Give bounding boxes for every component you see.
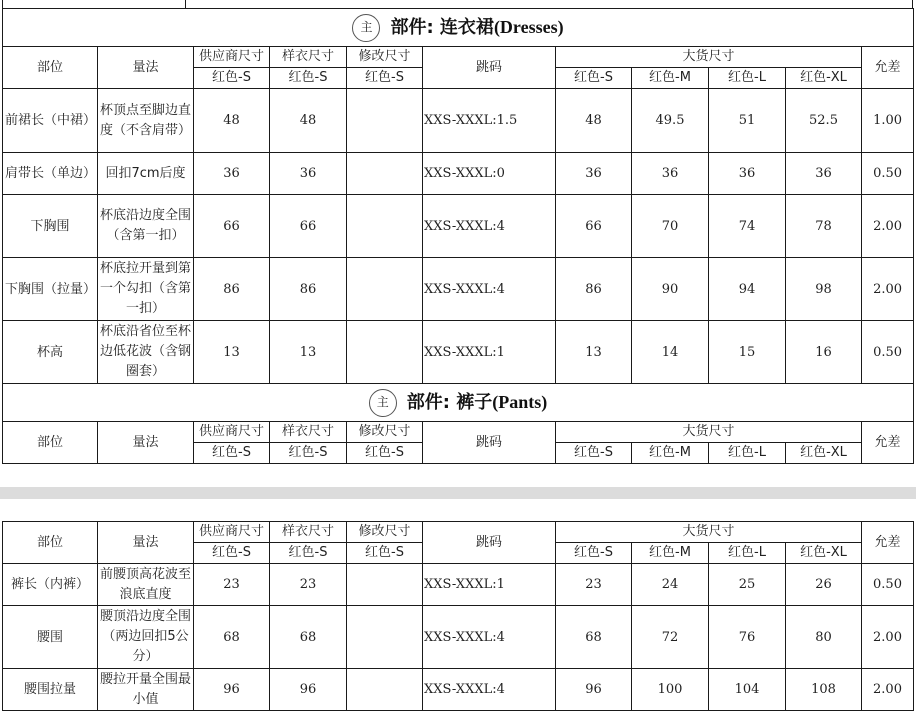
cell-bulk-xl: 108 (786, 669, 862, 711)
header-grading: 跳码 (423, 47, 556, 89)
header-sample-size: 样衣尺寸 (270, 522, 347, 543)
table-row (3, 258, 914, 321)
header-revised-size: 修改尺寸 (347, 47, 423, 68)
cell-method: 腰顶沿边度全围（两边回扣5公分） (98, 606, 194, 669)
subheader-bulk-red-m: 红色-M (632, 543, 709, 564)
header-bulk-size: 大货尺寸 (556, 522, 862, 543)
cell-bulk-l: 15 (709, 321, 786, 384)
cell-method: 前腰顶高花波至浪底直度 (98, 564, 194, 606)
cell-part: 肩带长（单边） (3, 153, 98, 195)
cell-grading: XXS-XXXL:4 (423, 258, 556, 321)
cell-bulk-s: 48 (556, 89, 632, 153)
subheader-bulk-red-l: 红色-L (709, 68, 786, 89)
cell-bulk-m: 90 (632, 258, 709, 321)
cell-tolerance: 2.00 (862, 669, 914, 711)
cell-supplier: 96 (194, 669, 270, 711)
header-tolerance: 允差 (862, 47, 914, 89)
cell-bulk-s: 23 (556, 564, 632, 606)
header-supplier-size: 供应商尺寸 (194, 522, 270, 543)
cell-bulk-s: 86 (556, 258, 632, 321)
header-supplier-size: 供应商尺寸 (194, 47, 270, 68)
cell-grading: XXS-XXXL:0 (423, 153, 556, 195)
subheader-sample-red-s: 红色-S (270, 443, 347, 464)
cell-method: 杯底沿省位至杯边低花波（含钢圈套） (98, 321, 194, 384)
table-row (3, 669, 914, 711)
cell-method: 杯底沿边度全围（含第一扣） (98, 195, 194, 258)
cell-bulk-s: 96 (556, 669, 632, 711)
cell-sample: 86 (270, 258, 347, 321)
page-separator (0, 487, 916, 499)
cell-sample: 23 (270, 564, 347, 606)
cell-bulk-m: 24 (632, 564, 709, 606)
cell-tolerance: 2.00 (862, 258, 914, 321)
cell-revised (347, 258, 423, 321)
cell-part: 裤长（内裤） (3, 564, 98, 606)
subheader-bulk-red-m: 红色-M (632, 443, 709, 464)
table-row (3, 195, 914, 258)
cell-supplier: 48 (194, 89, 270, 153)
cell-tolerance: 2.00 (862, 195, 914, 258)
header-grading: 跳码 (423, 522, 556, 564)
cell-bulk-s: 66 (556, 195, 632, 258)
table-row (3, 89, 914, 153)
cell-revised (347, 321, 423, 384)
cell-grading: XXS-XXXL:4 (423, 195, 556, 258)
size-spec-table-dresses (2, 8, 914, 464)
header-sample-size: 样衣尺寸 (270, 47, 347, 68)
cell-tolerance: 1.00 (862, 89, 914, 153)
cell-sample: 13 (270, 321, 347, 384)
subheader-revised-red-s: 红色-S (347, 543, 423, 564)
subheader-bulk-red-s: 红色-S (556, 543, 632, 564)
cell-sample: 96 (270, 669, 347, 711)
table-row (3, 564, 914, 606)
cell-supplier: 36 (194, 153, 270, 195)
subheader-bulk-red-xl: 红色-XL (786, 443, 862, 464)
previous-table-edge (2, 0, 913, 8)
header-method: 量法 (98, 422, 194, 464)
subheader-bulk-red-s: 红色-S (556, 68, 632, 89)
size-spec-table-pants (2, 521, 914, 711)
table-row (3, 321, 914, 384)
subheader-supplier-red-s: 红色-S (194, 543, 270, 564)
column-header-row (3, 422, 914, 443)
subheader-bulk-red-xl: 红色-XL (786, 543, 862, 564)
cell-grading: XXS-XXXL:1 (423, 321, 556, 384)
cell-grading: XXS-XXXL:4 (423, 606, 556, 669)
cell-bulk-s: 68 (556, 606, 632, 669)
cell-supplier: 68 (194, 606, 270, 669)
header-method: 量法 (98, 522, 194, 564)
subheader-revised-red-s: 红色-S (347, 68, 423, 89)
cell-grading: XXS-XXXL:1.5 (423, 89, 556, 153)
cell-tolerance: 0.50 (862, 321, 914, 384)
cell-revised (347, 564, 423, 606)
header-part: 部位 (3, 47, 98, 89)
cell-revised (347, 195, 423, 258)
cell-bulk-m: 72 (632, 606, 709, 669)
cell-tolerance: 0.50 (862, 564, 914, 606)
cell-supplier: 13 (194, 321, 270, 384)
cell-part: 腰围拉量 (3, 669, 98, 711)
cell-supplier: 23 (194, 564, 270, 606)
size-spec-sheet-page-2 (2, 521, 913, 711)
cell-bulk-l: 76 (709, 606, 786, 669)
header-grading: 跳码 (423, 422, 556, 464)
size-spec-sheet-page-1 (2, 8, 913, 464)
cell-bulk-m: 49.5 (632, 89, 709, 153)
cell-bulk-xl: 80 (786, 606, 862, 669)
cell-revised (347, 153, 423, 195)
cell-sample: 48 (270, 89, 347, 153)
cell-bulk-m: 70 (632, 195, 709, 258)
cell-method: 腰拉开量全围最小值 (98, 669, 194, 711)
header-bulk-size: 大货尺寸 (556, 47, 862, 68)
cell-bulk-xl: 16 (786, 321, 862, 384)
subheader-bulk-red-s: 红色-S (556, 443, 632, 464)
subheader-bulk-red-l: 红色-L (709, 543, 786, 564)
cell-bulk-l: 25 (709, 564, 786, 606)
header-revised-size: 修改尺寸 (347, 522, 423, 543)
cell-bulk-l: 94 (709, 258, 786, 321)
header-part: 部位 (3, 422, 98, 464)
subheader-sample-red-s: 红色-S (270, 68, 347, 89)
header-method: 量法 (98, 47, 194, 89)
section-header-dresses (3, 9, 914, 47)
subheader-supplier-red-s: 红色-S (194, 443, 270, 464)
cell-bulk-s: 36 (556, 153, 632, 195)
section-title-pants: 部件: 裤子(Pants) (406, 392, 548, 413)
header-revised-size: 修改尺寸 (347, 422, 423, 443)
cell-part: 下胸围 (3, 195, 98, 258)
subheader-bulk-red-xl: 红色-XL (786, 68, 862, 89)
column-header-row (3, 47, 914, 68)
cell-tolerance: 0.50 (862, 153, 914, 195)
cell-bulk-m: 36 (632, 153, 709, 195)
cell-bulk-xl: 78 (786, 195, 862, 258)
header-tolerance: 允差 (862, 422, 914, 464)
cell-bulk-m: 14 (632, 321, 709, 384)
main-badge-icon: 主 (369, 389, 397, 417)
section-header-pants (3, 384, 914, 422)
cell-part: 前裙长（中裙） (3, 89, 98, 153)
cell-bulk-xl: 26 (786, 564, 862, 606)
subheader-sample-red-s: 红色-S (270, 543, 347, 564)
header-part: 部位 (3, 522, 98, 564)
cell-part: 下胸围（拉量） (3, 258, 98, 321)
cell-sample: 36 (270, 153, 347, 195)
cell-part: 杯高 (3, 321, 98, 384)
cell-bulk-xl: 98 (786, 258, 862, 321)
main-badge-icon: 主 (352, 14, 380, 42)
cell-grading: XXS-XXXL:1 (423, 564, 556, 606)
cell-bulk-s: 13 (556, 321, 632, 384)
cell-method: 杯顶点至脚边直度（不含肩带） (98, 89, 194, 153)
cell-grading: XXS-XXXL:4 (423, 669, 556, 711)
cell-bulk-xl: 36 (786, 153, 862, 195)
column-header-row (3, 522, 914, 543)
cell-bulk-l: 74 (709, 195, 786, 258)
table-row (3, 606, 914, 669)
cell-sample: 68 (270, 606, 347, 669)
header-bulk-size: 大货尺寸 (556, 422, 862, 443)
cell-revised (347, 669, 423, 711)
cell-tolerance: 2.00 (862, 606, 914, 669)
table-row (3, 153, 914, 195)
cell-revised (347, 606, 423, 669)
cell-part: 腰围 (3, 606, 98, 669)
cell-sample: 66 (270, 195, 347, 258)
cell-bulk-m: 100 (632, 669, 709, 711)
section-title-dresses: 部件: 连衣裙(Dresses) (390, 17, 564, 38)
header-supplier-size: 供应商尺寸 (194, 422, 270, 443)
subheader-supplier-red-s: 红色-S (194, 68, 270, 89)
cell-bulk-l: 104 (709, 669, 786, 711)
cell-bulk-xl: 52.5 (786, 89, 862, 153)
cell-supplier: 86 (194, 258, 270, 321)
cell-bulk-l: 51 (709, 89, 786, 153)
cell-bulk-l: 36 (709, 153, 786, 195)
subheader-bulk-red-l: 红色-L (709, 443, 786, 464)
cell-method: 回扣7cm后度 (98, 153, 194, 195)
subheader-revised-red-s: 红色-S (347, 443, 423, 464)
subheader-bulk-red-m: 红色-M (632, 68, 709, 89)
cell-method: 杯底拉开量到第一个勾扣（含第一扣） (98, 258, 194, 321)
header-sample-size: 样衣尺寸 (270, 422, 347, 443)
cell-revised (347, 89, 423, 153)
cell-supplier: 66 (194, 195, 270, 258)
header-tolerance: 允差 (862, 522, 914, 564)
